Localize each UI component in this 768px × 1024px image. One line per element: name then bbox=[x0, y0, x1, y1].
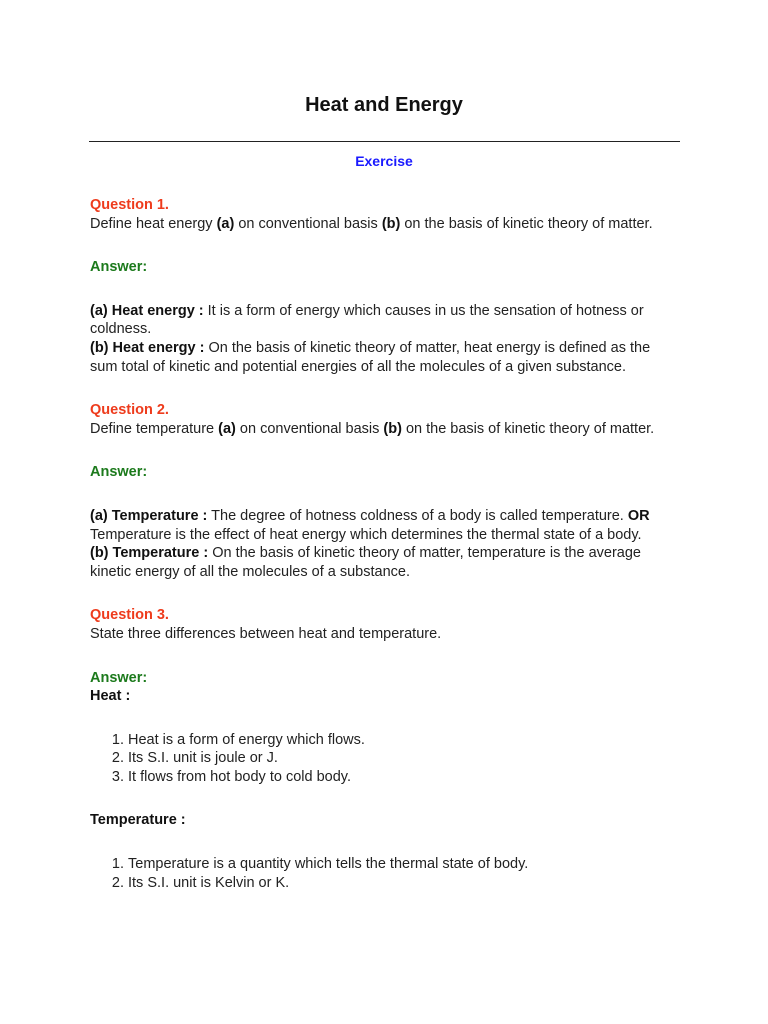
exercise-heading: Exercise bbox=[355, 153, 413, 169]
temperature-list bbox=[90, 855, 680, 892]
question-3-label: Question 3. bbox=[90, 607, 169, 624]
answer-1-part-a: (a) Heat energy : It is a form of energy which causes in us the sensation of hotness or coldness. bbox=[90, 302, 644, 338]
heat-list bbox=[90, 731, 680, 787]
question-1-text: Define heat energy (a) on conventional basis (b) on the basis of kinetic theory of matter. bbox=[90, 215, 653, 232]
list-item: 1. Heat is a form of energy which flows. bbox=[128, 731, 680, 750]
answer-2-label: Answer: bbox=[90, 464, 148, 481]
heat-heading: Heat : bbox=[90, 688, 131, 705]
temperature-heading: Temperature : bbox=[90, 812, 186, 829]
question-2-label: Question 2. bbox=[90, 402, 169, 419]
list-item: 2. Its S.I. unit is Kelvin or K. bbox=[128, 874, 680, 893]
answer-1-label: Answer: bbox=[90, 259, 148, 276]
question-3-text: State three differences between heat and temperature. bbox=[90, 625, 442, 642]
page-title: Heat and Energy bbox=[305, 94, 463, 116]
answer-3-label: Answer: bbox=[90, 669, 148, 686]
list-item: 2. Its S.I. unit is joule or J. bbox=[128, 749, 680, 768]
answer-1-part-b: (b) Heat energy : On the basis of kinetic theory of matter, heat energy is defined as the sum total of kinetic and potential energies of all the molecules of a given substance. bbox=[90, 339, 651, 375]
title-divider bbox=[89, 141, 680, 142]
answer-2-part-b: (b) Temperature : On the basis of kinetic theory of matter, temperature is the average kinetic energy of all the molecules of a substance. bbox=[90, 545, 641, 580]
answer-2-part-a: (a) Temperature : The degree of hotness coldness of a body is called temperature. OR Temperature is the effect of heat energy which determines the thermal state of a body. bbox=[90, 507, 650, 543]
list-item: 3. It flows from hot body to cold body. bbox=[128, 768, 680, 787]
content-body bbox=[90, 196, 680, 892]
question-2-text: Define temperature (a) on conventional basis (b) on the basis of kinetic theory of matter. bbox=[90, 420, 655, 437]
question-1-label: Question 1. bbox=[90, 197, 169, 213]
list-item: 1. Temperature is a quantity which tells the thermal state of body. bbox=[128, 855, 680, 874]
